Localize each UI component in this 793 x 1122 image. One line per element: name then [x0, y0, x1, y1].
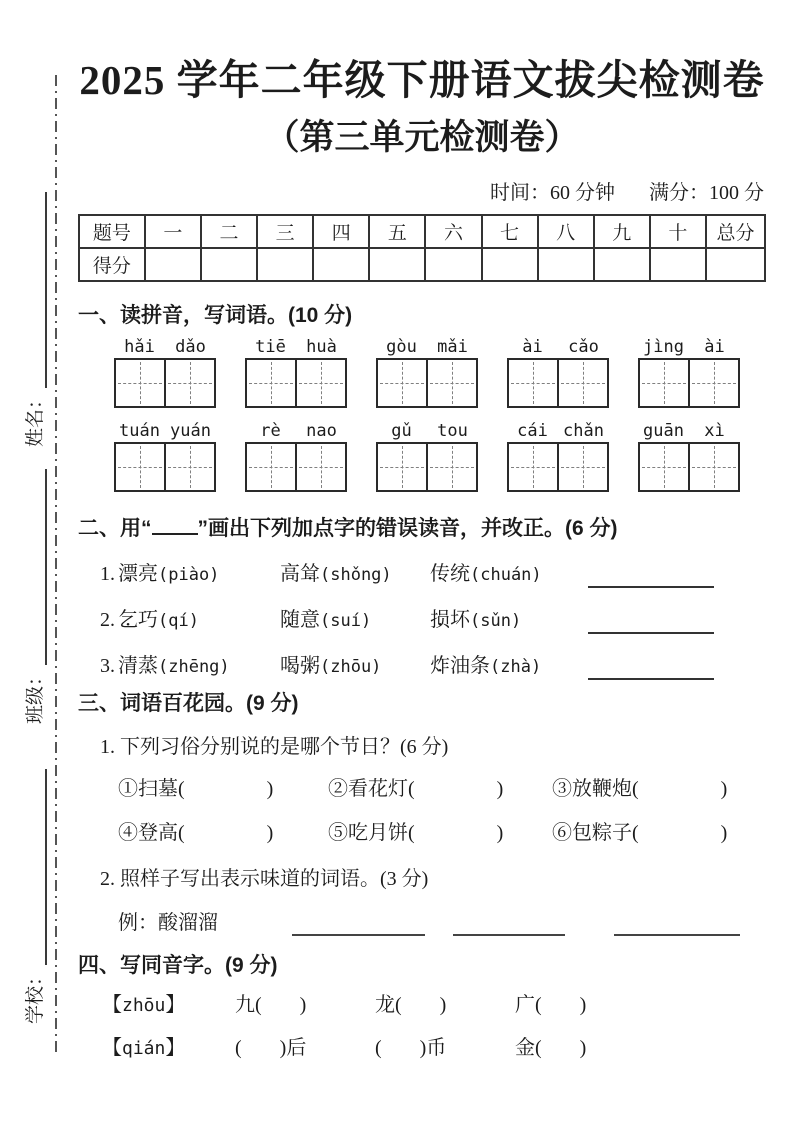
pinyin-syllable: huà [306, 337, 337, 357]
festival-item: ①扫墓( ) [118, 778, 274, 800]
word-grid-group [114, 420, 216, 492]
writing-grid [114, 358, 216, 408]
homophone-item: 广( ) [515, 994, 587, 1016]
pinyin-syllable: tou [437, 421, 468, 441]
dotted-char: 漂 • [118, 563, 138, 585]
score-cell [313, 248, 369, 281]
pinyin-syllable: tiē [255, 337, 286, 357]
homophone-item: 龙( ) [375, 994, 447, 1016]
dotted-char: 传 • [430, 563, 450, 585]
grid-cell [640, 444, 688, 490]
main-content [78, 40, 766, 1062]
score-header-cell: 四 [313, 215, 369, 248]
grid-cell [164, 444, 214, 490]
item-number: 2. [100, 609, 115, 631]
section4-heading: 四、写同音字。(9 分) [78, 954, 278, 977]
grid-cell [426, 444, 476, 490]
score-header-cell: 二 [201, 215, 257, 248]
pinyin-syllable: jìng [643, 337, 684, 357]
homophone-item: 金( ) [515, 1037, 587, 1059]
pinyin-syllable: mǎi [437, 337, 468, 357]
grid-cell [164, 360, 214, 406]
dotted-char: 损 • [430, 609, 450, 631]
section2-heading [78, 514, 766, 543]
word-item: 传 •统(chuán) [430, 561, 588, 588]
underline-blank [152, 514, 198, 535]
score-header-cell: 总分 [706, 215, 765, 248]
score-header-cell: 题号 [79, 215, 145, 248]
time-limit: 时间：60 分钟 [490, 182, 615, 204]
misread-item-row [78, 653, 766, 680]
score-header-cell: 六 [425, 215, 481, 248]
word-grid-group [245, 420, 347, 492]
pinyin-key: 【zhōu】 [102, 994, 186, 1016]
grid-cell [688, 360, 738, 406]
pinyin-syllable: ài [704, 337, 725, 357]
pinyin-syllable: gǔ [391, 421, 412, 441]
full-score: 满分：100 分 [649, 182, 764, 204]
dotted-char: 耸 • [300, 563, 320, 585]
writing-grid [245, 442, 347, 492]
pinyin-annotation: (sǔn) [470, 611, 522, 631]
grid-cell [116, 360, 164, 406]
pinyin-syllable: dǎo [175, 337, 206, 357]
grid-cell [295, 360, 345, 406]
section3-question2: 2. 照样子写出表示味道的词语。(3 分) [100, 868, 429, 890]
grid-cell [688, 444, 738, 490]
writing-grid [507, 358, 609, 408]
festival-item: ②看花灯( ) [328, 778, 504, 800]
pinyin-syllable: nao [306, 421, 337, 441]
word-item: 喝粥 •(zhōu) [280, 653, 430, 680]
pinyin-row-1 [78, 336, 766, 408]
pinyin-annotation: (zhōu) [320, 657, 382, 677]
pinyin-syllable: hǎi [124, 337, 155, 357]
word-grid-group [245, 336, 347, 408]
pinyin-syllable: yuán [170, 421, 211, 441]
binding-dash-dot-line [55, 75, 57, 1053]
score-cell [538, 248, 594, 281]
grid-cell [295, 444, 345, 490]
example-label: 例：酸溜溜 [118, 912, 218, 934]
homophone-row-qian [78, 1035, 766, 1062]
grid-cell [557, 444, 607, 490]
word-item: 2. 乞 •巧(qí) [100, 607, 280, 634]
word-item: 随 •意(suí) [280, 607, 430, 634]
section2-heading-post: ”画出下列加点字的错误读音，并改正。(6 分) [197, 517, 618, 540]
misread-item-row [78, 607, 766, 634]
score-cell [650, 248, 706, 281]
score-header-cell: 十 [650, 215, 706, 248]
pinyin-label [245, 420, 347, 442]
section3-question1: 1. 下列习俗分别说的是哪个节日？(6 分) [100, 736, 449, 758]
dotted-char: 乞 • [118, 609, 138, 631]
dotted-char: 粥 • [300, 655, 320, 677]
score-cell [706, 248, 765, 281]
writing-grid [638, 358, 740, 408]
item-number: 1. [100, 563, 115, 585]
grid-cell [378, 444, 426, 490]
word-grid-group [507, 420, 609, 492]
festival-item: ⑥包粽子( ) [552, 822, 728, 844]
school-blank-line [27, 769, 47, 965]
pinyin-annotation: (suí) [320, 611, 372, 631]
homophone-item: 九( ) [235, 994, 307, 1016]
answer-blank-line [588, 659, 714, 680]
pinyin-label [507, 336, 609, 358]
word-item: 高耸 •(shǒng) [280, 561, 430, 588]
score-cell [482, 248, 538, 281]
pinyin-label [376, 336, 478, 358]
pinyin-syllable: rè [260, 421, 281, 441]
writing-grid [507, 442, 609, 492]
pinyin-label [114, 420, 216, 442]
homophone-item: ( )币 [375, 1037, 447, 1059]
pinyin-annotation: (zhà) [490, 657, 542, 677]
side-field-school [20, 769, 47, 1024]
pinyin-syllable: chǎn [563, 421, 604, 441]
grid-cell [509, 444, 557, 490]
pinyin-label [638, 420, 740, 442]
paper-subtitle: （第三单元检测卷） [264, 118, 580, 157]
school-label: 学校： [25, 966, 46, 1024]
festival-item: ④登高( ) [118, 822, 274, 844]
dotted-char: 蒸 • [138, 655, 158, 677]
writing-grid [638, 442, 740, 492]
pinyin-annotation: (zhēng) [158, 657, 230, 677]
pinyin-syllable: guān [643, 421, 684, 441]
misread-item-row [78, 561, 766, 588]
pinyin-syllable: xì [704, 421, 725, 441]
festival-row-1 [78, 776, 766, 802]
pinyin-syllable: ài [522, 337, 543, 357]
score-header-cell: 五 [369, 215, 425, 248]
word-grid-group [376, 420, 478, 492]
word-grid-group [376, 336, 478, 408]
writing-grid [376, 358, 478, 408]
answer-blank-line [614, 915, 740, 936]
pinyin-key: 【qián】 [102, 1037, 186, 1059]
writing-grid [245, 358, 347, 408]
side-field-class [20, 469, 47, 724]
grid-cell [640, 360, 688, 406]
exam-info [78, 180, 766, 206]
pinyin-label [114, 336, 216, 358]
answer-blank-line [588, 613, 714, 634]
homophone-row-zhou [78, 992, 766, 1019]
answer-blank-line [292, 915, 425, 936]
example-row [78, 910, 766, 936]
section3-heading: 三、词语百花园。(9 分) [78, 692, 299, 715]
pinyin-syllable: gòu [386, 337, 417, 357]
score-table-header-row [79, 215, 765, 248]
score-cell [145, 248, 201, 281]
homophone-item: ( )后 [235, 1037, 307, 1059]
class-blank-line [27, 469, 47, 665]
score-cell [594, 248, 650, 281]
grid-cell [247, 444, 295, 490]
score-row-label: 得分 [79, 248, 145, 281]
dotted-char: 炸 • [430, 655, 450, 677]
word-item: 1. 漂 •亮(piào) [100, 561, 280, 588]
pinyin-label [507, 420, 609, 442]
grid-cell [378, 360, 426, 406]
score-cell [369, 248, 425, 281]
section1-heading: 一、读拼音，写词语。(10 分) [78, 304, 353, 327]
score-header-cell: 七 [482, 215, 538, 248]
paper-title: 2025 学年二年级下册语文拔尖检测卷 [79, 57, 765, 103]
section2-heading-pre: 二、用“ [78, 517, 152, 540]
word-item: 损 •坏(sǔn) [430, 607, 588, 634]
score-table-score-row [79, 248, 765, 281]
name-blank-line [27, 192, 47, 388]
answer-blank-line [453, 915, 565, 936]
score-header-cell: 八 [538, 215, 594, 248]
score-cell [425, 248, 481, 281]
writing-grid [114, 442, 216, 492]
side-field-name [20, 192, 47, 447]
pinyin-syllable: tuán [119, 421, 160, 441]
pinyin-annotation: (chuán) [470, 565, 542, 585]
word-grid-group [638, 420, 740, 492]
word-item: 3. 清蒸 •(zhēng) [100, 653, 280, 680]
writing-grid [376, 442, 478, 492]
score-cell [201, 248, 257, 281]
class-label: 班级： [25, 666, 46, 724]
score-table [78, 214, 766, 282]
score-cell [257, 248, 313, 281]
festival-item: ⑤吃月饼( ) [328, 822, 504, 844]
pinyin-syllable: cái [517, 421, 548, 441]
word-item: 炸 •油条(zhà) [430, 653, 588, 680]
pinyin-label [638, 336, 740, 358]
pinyin-annotation: (piào) [158, 565, 220, 585]
grid-cell [116, 444, 164, 490]
score-header-cell: 三 [257, 215, 313, 248]
dotted-char: 随 • [280, 609, 300, 631]
grid-cell [426, 360, 476, 406]
pinyin-row-2 [78, 420, 766, 492]
name-label: 姓名： [25, 389, 46, 447]
word-grid-group [114, 336, 216, 408]
pinyin-label [245, 336, 347, 358]
pinyin-annotation: (qí) [158, 611, 199, 631]
score-header-cell: 九 [594, 215, 650, 248]
score-header-cell: 一 [145, 215, 201, 248]
word-grid-group [507, 336, 609, 408]
grid-cell [509, 360, 557, 406]
festival-row-2 [78, 820, 766, 846]
festival-item: ③放鞭炮( ) [552, 778, 728, 800]
pinyin-label [376, 420, 478, 442]
word-grid-group [638, 336, 740, 408]
grid-cell [247, 360, 295, 406]
answer-blank-line [588, 567, 714, 588]
item-number: 3. [100, 655, 115, 677]
pinyin-syllable: cǎo [568, 337, 599, 357]
pinyin-annotation: (shǒng) [320, 565, 392, 585]
grid-cell [557, 360, 607, 406]
